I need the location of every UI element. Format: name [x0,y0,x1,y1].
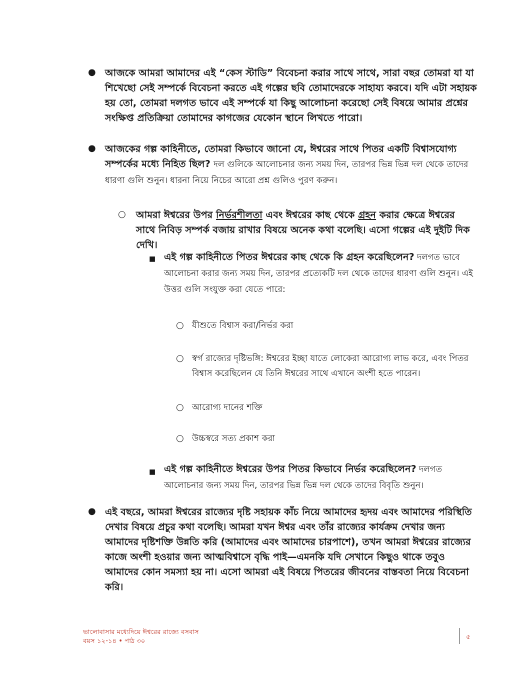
page-footer [83,628,199,646]
depend-question-instruction: দলগত আলোচনার জন্য সময় দিন, তারপর ভিন্ন ভিন্ন দল থেকে তাদের বিবৃতি শুনুন। [164,465,443,491]
receive-question-text: এই গল্প কাহিনীতে পিতর ঈশ্বরের কাছ থেকে কি গ্রহন করেছিলেন? [164,252,415,263]
depend-question-text: এই গল্প কাহিনীতে ঈশ্বরের উপর পিতর কিভাবে নির্ভর করেছিলেন? [164,464,417,475]
closing-paragraph: এই বছরে, আমরা ঈশ্বরের রাজ্যের দৃষ্টি সহায়ক কাঁচ নিয়ে আমাদের হৃদয় এবং আমাদের পরিস্থিতি দেখার বিষয়ে প্রচুর কথা বলেছি। আমরা যখন ঈশ্বর এবং তাঁর রাজ্যের কার্যক্রম দেখার জন্য আমাদের দৃষ্টিশক্তি উন্নতি করি (আমাদের এবং আমাদের চারপাশে), তখন আমরা ঈশ্বরের রাজ্যের কাজে অংশী হওয়ার জন্য আত্মবিশ্বাসে বৃদ্ধি পাই—এমনকি যদি সেখানে কিছুও থাকে তবুও আমাদের কোন সমস্যা হয় না। এসো আমরা এই বিষয়ে পিতরের জীবনের বাস্তবতা নিয়ে বিবেচনা করি। [105,507,472,593]
dependence-text-b: এবং ঈশ্বরের কাছ থেকে [262,210,359,221]
bullet-open: ○ [176,321,184,331]
footer-divider [459,628,460,644]
intro-paragraph: আজকে আমরা আমাদের এই “কেস স্টাডি” বিবেচনা করার সাথে সাথে, সারা বছর তোমরা যা যা শিখেছো সেই সম্পর্কে বিবেচনা করতে এই গল্পের ছবি তোমাদেরকে সাহায্য করবে। যদি এটা সহায়ক হয় তো, তোমরা দলগত ভাবে এই সম্পর্কে যা কিছু আলোচনা করেছো সেই বিষয়ে আমার প্রশ্নের সংক্ষিপ্ত প্রতিক্রিয়া তোমাদের কাগজের যেকোন স্থানে লিখতে পারো। [105,68,477,124]
bullet-open: ○ [176,403,184,413]
footer-lesson: বয়স ১২-১৪ • পাঠ ৩০ [83,637,146,645]
question-text: আজকের গল্প কাহিনীতে, তোমরা কিভাবে জানো যে, ঈশ্বরের সাথে পিতর একটি বিশ্বাসযোগ্য সম্পর্কের মধ্যে নিহিত ছিল? [105,144,457,170]
page-number: ৫ [466,633,471,641]
answer-item: আরোগ্য দানের শক্তি [192,403,263,413]
answer-item: উচ্চস্বরে সত্য প্রকাশ করা [192,434,276,444]
dependence-text-a: আমরা ঈশ্বরের উপর [136,210,217,221]
receive-question [164,250,476,298]
bullet-open: ○ [176,434,184,444]
question-paragraph [105,142,477,189]
answer-item: যীশুতে বিশ্বাস করা/নির্ভর করা [192,321,294,331]
bullet-filled: ● [88,68,96,78]
receive-question-instruction: দলগত ভাবে আলোচনা করার জন্য সময় দিন, তারপর প্রত্যেকটি দল থেকে তাদের ধারণা গুলি শুনুন। এই উত্তর গুলি সংযুক্ত করা যেতে পারে: [164,253,473,295]
footer-title: ভালোবাসার মধ্যেদিয়ে ঈশ্বরের রাজ্যে বসবাস [83,628,199,636]
bullet-square: ■ [149,255,156,263]
bullet-square: ■ [149,468,156,476]
dependence-text-c: করার ক্ষেত্রে ঈশ্বরের সাথে নিবিড় সম্পর্ক বজায় রাখার বিষয়ে অনেক কথা বলেছি। এসো গল্পের এই দুইটি দিক দেখি। [136,210,470,251]
receive-underline: গ্রহন [358,210,377,221]
bullet-filled: ● [88,144,96,154]
depend-question [164,462,476,494]
bullet-open: ○ [118,210,126,220]
answer-item: স্বর্গ রাজ্যের দৃষ্টিভঙ্গি: ঈশ্বরের ইচ্ছা যাতে লোকেরা আরোগ্য লাভ করে, এবং পিতর বিশ্বাস করেছিলেন যে তিনি ঈশ্বরের সাথে এখানে অংশী হতে পারেন। [192,354,469,379]
dependence-underline: নির্ভরশীলতা [216,210,263,221]
dependence-paragraph [136,208,476,253]
question-instruction: দল গুলিকে আলোচনার জন্য সময় দিন, তারপর ভিন্ন ভিন্ন দল থেকে তাদের ধারণা গুলি শুনুন। ধারনা নিয়ে নিচের আরো প্রশ্ন গুলিও পুরণ করুন। [105,160,469,186]
bullet-open: ○ [176,354,184,364]
bullet-filled: ● [88,507,96,517]
